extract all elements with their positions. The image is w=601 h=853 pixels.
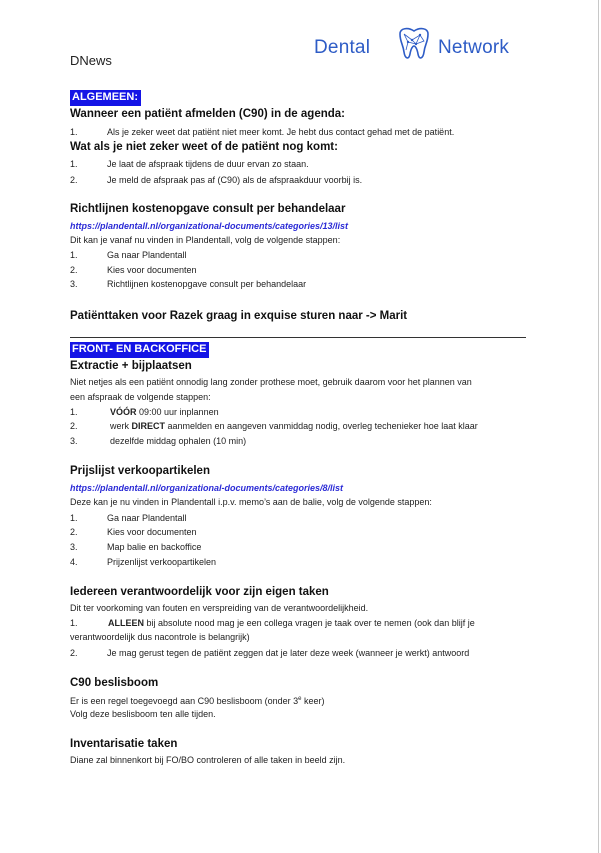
paragraph (70, 694, 325, 707)
heading-richtlijnen: Richtlijnen kostenopgave consult per behandelaar (70, 203, 346, 215)
list-text: Je meld de afspraak pas af (C90) als de afspraakduur voorbij is. (107, 175, 363, 185)
logo-word-dental: Dental (314, 37, 371, 58)
paragraph: Dit ter voorkoming van fouten en verspreiding van de verantwoordelijkheid. (70, 603, 369, 613)
horizontal-rule (70, 337, 526, 338)
heading-afmelden: Wanneer een patiënt afmelden (C90) in de agenda: (70, 108, 345, 120)
list-item (70, 127, 454, 138)
heading-c90-beslisboom: C90 beslisboom (70, 677, 159, 689)
paragraph: Deze kan je nu vinden in Plandentall i.p.v. memo’s aan de balie, volg de volgende stappen: (70, 497, 432, 507)
list-item (70, 557, 216, 568)
list-item (70, 542, 201, 553)
paragraph-text: keer) (301, 696, 325, 706)
list-item (70, 407, 219, 418)
tooth-network-icon (394, 26, 434, 62)
heading-inventarisatie: Inventarisatie taken (70, 738, 178, 750)
dental-network-logo (314, 26, 534, 62)
list-number: 3. (70, 279, 78, 289)
list-number: 1. (70, 407, 78, 417)
link-prijslijst[interactable]: https://plandentall.nl/organizational-documents/categories/8/list (70, 483, 344, 493)
list-item (70, 159, 309, 170)
list-text: Map balie en backoffice (107, 542, 202, 552)
list-number: 3. (70, 542, 78, 552)
list-number: 1. (70, 618, 78, 628)
list-text: dezelfde middag ophalen (10 min) (110, 436, 247, 446)
list-number: 1. (70, 513, 78, 523)
list-text: Ga naar Plandentall (107, 250, 187, 260)
list-number: 2. (70, 265, 78, 275)
heading-patienttaken: Patiënttaken voor Razek graag in exquise sturen naar -> Marit (70, 310, 408, 322)
list-text: werk (110, 421, 132, 431)
list-number: 2. (70, 648, 78, 658)
section-banner-front-backoffice: FRONT- EN BACKOFFICE (70, 342, 209, 358)
paragraph-text: Er is een regel toegevoegd aan C90 beslisboom (onder 3 (70, 696, 299, 706)
list-number: 3. (70, 436, 78, 446)
list-bold: DIRECT (131, 421, 166, 431)
superscript: e (298, 696, 302, 702)
list-number: 4. (70, 557, 78, 567)
list-number: 2. (70, 421, 78, 431)
paragraph: Diane zal binnenkort bij FO/BO controleren of alle taken in beeld zijn. (70, 755, 346, 765)
page-edge (598, 0, 599, 853)
list-text: Prijzenlijst verkoopartikelen (107, 557, 217, 567)
paragraph: Volg deze beslisboom ten alle tijden. (70, 709, 216, 719)
paragraph: een afspraak de volgende stappen: (70, 392, 211, 402)
list-item-continuation: verantwoordelijk dus nacontrole is belangrijk) (70, 632, 250, 642)
heading-extractie: Extractie + bijplaatsen (70, 360, 192, 372)
list-item (70, 279, 306, 290)
logo-word-network: Network (438, 37, 510, 58)
list-item (70, 250, 187, 261)
list-item (70, 527, 197, 538)
list-item (70, 265, 197, 276)
list-number: 1. (70, 250, 78, 260)
list-number: 1. (70, 127, 78, 137)
list-item (70, 175, 362, 186)
list-text: Je mag gerust tegen de patiënt zeggen dat je later deze week (wanneer je werkt) antwoord (107, 648, 470, 658)
paragraph: Dit kan je vanaf nu vinden in Plandentall, volg de volgende stappen: (70, 235, 341, 245)
list-text: Richtlijnen kostenopgave consult per behandelaar (107, 279, 307, 289)
list-item (70, 648, 469, 659)
list-item (70, 513, 187, 524)
list-text: Kies voor documenten (107, 527, 197, 537)
list-bold: VÓÓR (110, 407, 137, 417)
heading-prijslijst: Prijslijst verkoopartikelen (70, 465, 210, 477)
list-number: 2. (70, 175, 78, 185)
list-item (70, 618, 475, 629)
list-item (70, 421, 478, 432)
document-title: DNews (70, 53, 112, 68)
list-text: Je laat de afspraak tijdens de duur ervan zo staan. (107, 159, 309, 169)
heading-verantwoordelijk: Iedereen verantwoordelijk voor zijn eigen taken (70, 586, 329, 598)
list-number: 1. (70, 159, 78, 169)
list-number: 2. (70, 527, 78, 537)
list-text: aanmelden en aangeven vanmiddag nodig, overleg techenieker hoe laat klaar (165, 421, 478, 431)
list-bold: ALLEEN (108, 618, 144, 628)
paragraph: Niet netjes als een patiënt onnodig lang zonder prothese moet, gebruik daarom voor het plannen van (70, 377, 472, 387)
list-text: 09:00 uur inplannen (136, 407, 219, 417)
link-richtlijnen[interactable]: https://plandentall.nl/organizational-documents/categories/13/list (70, 221, 349, 231)
list-text: Als je zeker weet dat patiënt niet meer komt. Je hebt dus contact gehad met de patiënt. (107, 127, 455, 137)
list-text: Kies voor documenten (107, 265, 197, 275)
list-item (70, 436, 246, 447)
section-banner-algemeen: ALGEMEEN: (70, 90, 141, 106)
heading-niet-zeker: Wat als je niet zeker weet of de patiënt nog komt: (70, 141, 338, 153)
list-text: Ga naar Plandentall (107, 513, 187, 523)
list-text: bij absolute nood mag je een collega vragen je taak over te nemen (ook dan blijf je (144, 618, 475, 628)
